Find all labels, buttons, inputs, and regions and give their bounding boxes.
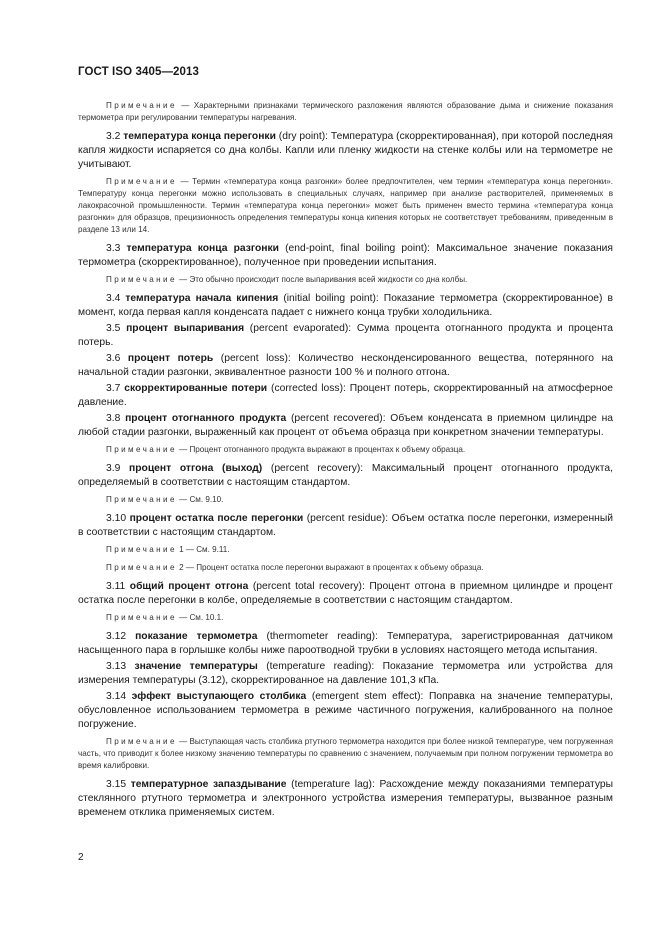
term-name: температура конца разгонки [126,243,279,254]
paragraph-text: (percent residue): Объем остатка после перегонки, измеренный в соответствии с настоящим стандартом. [78,513,613,538]
clause-number: 3.14 [106,691,127,702]
note-label: Примечание [106,563,177,572]
clause-number: 3.15 [106,779,127,790]
paragraph-text: 2 — Процент остатка после перегонки выражают в процентах к объему образца. [179,563,484,572]
paragraph-text: — См. 10.1. [179,613,224,622]
paragraph-text: (percent evaporated): Сумма процента отогнанного продукта и процента потерь. [78,323,613,348]
term-name: процент потерь [127,353,214,364]
term-name: процент остатка после перегонки [129,513,304,524]
paragraph-text: — См. 9.10. [179,495,224,504]
paragraph-text: 1 — См. 9.11. [179,545,230,554]
clause-number: 3.6 [106,353,121,364]
paragraph-text: (percent recovered): Объем конденсата в приемном цилиндре на любой стадии разгонки, выраженный как процент от объема образца при конкретном значении температуры. [78,413,613,438]
term-name: значение температуры [134,661,258,672]
term-name: показание термометра [135,631,258,642]
paragraph-text: — Процент отогнанного продукта выражают в процентах к объему образца. [179,445,466,454]
paragraph-text: — Характерными признаками термического разложения являются образование дыма и снижение показания термометра при регулировании температуры нагревания. [78,101,613,122]
term-name: процент отогнанного продукта [125,413,287,424]
note-paragraph [78,562,613,574]
note-paragraph [78,176,613,236]
definition-paragraph [78,242,613,270]
note-label: Примечание [106,545,177,554]
note-label: Примечание [106,613,177,622]
paragraph-text: (temperature reading): Показание термометра или устройства для измерения температуры (3.12), скорректированное на давление 101,3 кПа. [78,661,613,686]
clause-number: 3.13 [106,661,127,672]
note-paragraph [78,494,613,506]
term-name: эффект выступающего столбика [131,691,307,702]
note-paragraph [78,544,613,556]
note-label: Примечание [106,101,177,110]
document-header: ГОСТ ISO 3405—2013 [78,66,200,78]
paragraph-text: — Выступающая часть столбика ртутного термометра находится при более низкой температуре, чем погруженная часть, что приводит к более низкому значению температуры по сравнению с значением, получаемым при полном погружении термометра во время калибровки. [78,737,614,770]
paragraph-text: — Это обычно происходит после выпаривания всей жидкости со дна колбы. [179,275,468,284]
clause-number: 3.4 [106,293,121,304]
note-paragraph [78,444,613,456]
note-label: Примечание [106,495,177,504]
note-label: Примечание [106,177,177,186]
clause-number: 3.3 [106,243,121,254]
term-name: процент выпаривания [126,323,245,334]
paragraph-text: (emergent stem effect): Поправка на значение температуры, обусловленное использованием термометра в режиме частичного погружения, калиброванного на полное погружение. [78,691,613,730]
term-name: процент отгона (выход) [129,463,263,474]
clause-number: 3.7 [106,383,121,394]
definition-paragraph [78,412,613,440]
paragraph-text: (end-point, final boiling point): Максимальное значение показания термометра (скорректированное), полученное при проведении испытания. [78,243,613,268]
note-label: Примечание [106,275,177,284]
note-paragraph [78,736,613,772]
clause-number: 3.8 [106,413,121,424]
document-body [78,96,613,822]
definition-paragraph [78,580,613,608]
clause-number: 3.2 [106,131,121,142]
definition-paragraph [78,512,613,540]
page-number: 2 [78,852,84,863]
definition-paragraph [78,690,613,732]
definition-paragraph [78,130,613,172]
clause-number: 3.11 [106,581,126,592]
term-name: скорректированные потери [124,383,268,394]
note-paragraph [78,274,613,286]
paragraph-text: (temperature lag): Расхождение между показаниями температуры стеклянного ртутного термометра и электронного устройства измерения температуры, вызванное разным временем отклика применяемых систем. [78,779,613,818]
definition-paragraph [78,382,613,410]
clause-number: 3.10 [106,513,127,524]
clause-number: 3.5 [106,323,121,334]
definition-paragraph [78,352,613,380]
clause-number: 3.9 [106,463,121,474]
term-name: температура конца перегонки [123,131,276,142]
paragraph-text: (percent total recovery): Процент отгона в приемном цилиндре и процент остатка после перегонки в колбе, определяемые в соответствии с настоящим стандартом. [78,581,613,606]
paragraph-text: (dry point): Температура (скорректированная), при которой последняя капля жидкости испаряется со дна колбы. Капли или пленку жидкости на стенке колбы или на термометре не учитывают. [78,131,613,170]
term-name: температура начала кипения [125,293,279,304]
definition-paragraph [78,462,613,490]
term-name: общий процент отгона [129,581,249,592]
paragraph-text: (thermometer reading): Температура, зарегистрированная датчиком насыщенного пара в горлышке колбы ниже пароотводной трубки в условиях настоящего метода испытания. [78,631,613,656]
note-label: Примечание [106,737,177,746]
definition-paragraph [78,322,613,350]
term-name: температурное запаздывание [130,779,287,790]
paragraph-text: (percent loss): Количество несконденсированного вещества, потерянного на начальной стадии разгонки, эквивалентное разности 100 % и полного отгона. [78,353,613,378]
definition-paragraph [78,660,613,688]
note-paragraph [78,100,613,124]
definition-paragraph [78,292,613,320]
paragraph-text: (corrected loss): Процент потерь, скорректированный на атмосферное давление. [78,383,613,408]
paragraph-text: (percent recovery): Максимальный процент отогнанного продукта, определяемый в соответствии с настоящим стандартом. [78,463,613,488]
clause-number: 3.12 [106,631,127,642]
definition-paragraph [78,630,613,658]
paragraph-text: (initial boiling point): Показание термометра (скорректированное) в момент, когда первая капля конденсата падает с нижнего конца трубки холодильника. [78,293,613,318]
note-paragraph [78,612,613,624]
definition-paragraph [78,778,613,820]
paragraph-text: — Термин «температура конца разгонки» более предпочтителен, чем термин «температура конца перегонки». Температуру конца перегонки можно использовать в специальных случаях, например при анализе растворителей, применяемых в лакокрасочной промышленности. Термин «температура конца перегонки» может быть применен вместо термина «температура конца разгонки» для образцов, прецизионность определения температуры конца кипения которых не соответствует требованиям, приведенным в разделе 13 или 14. [78,177,614,234]
note-label: Примечание [106,445,177,454]
